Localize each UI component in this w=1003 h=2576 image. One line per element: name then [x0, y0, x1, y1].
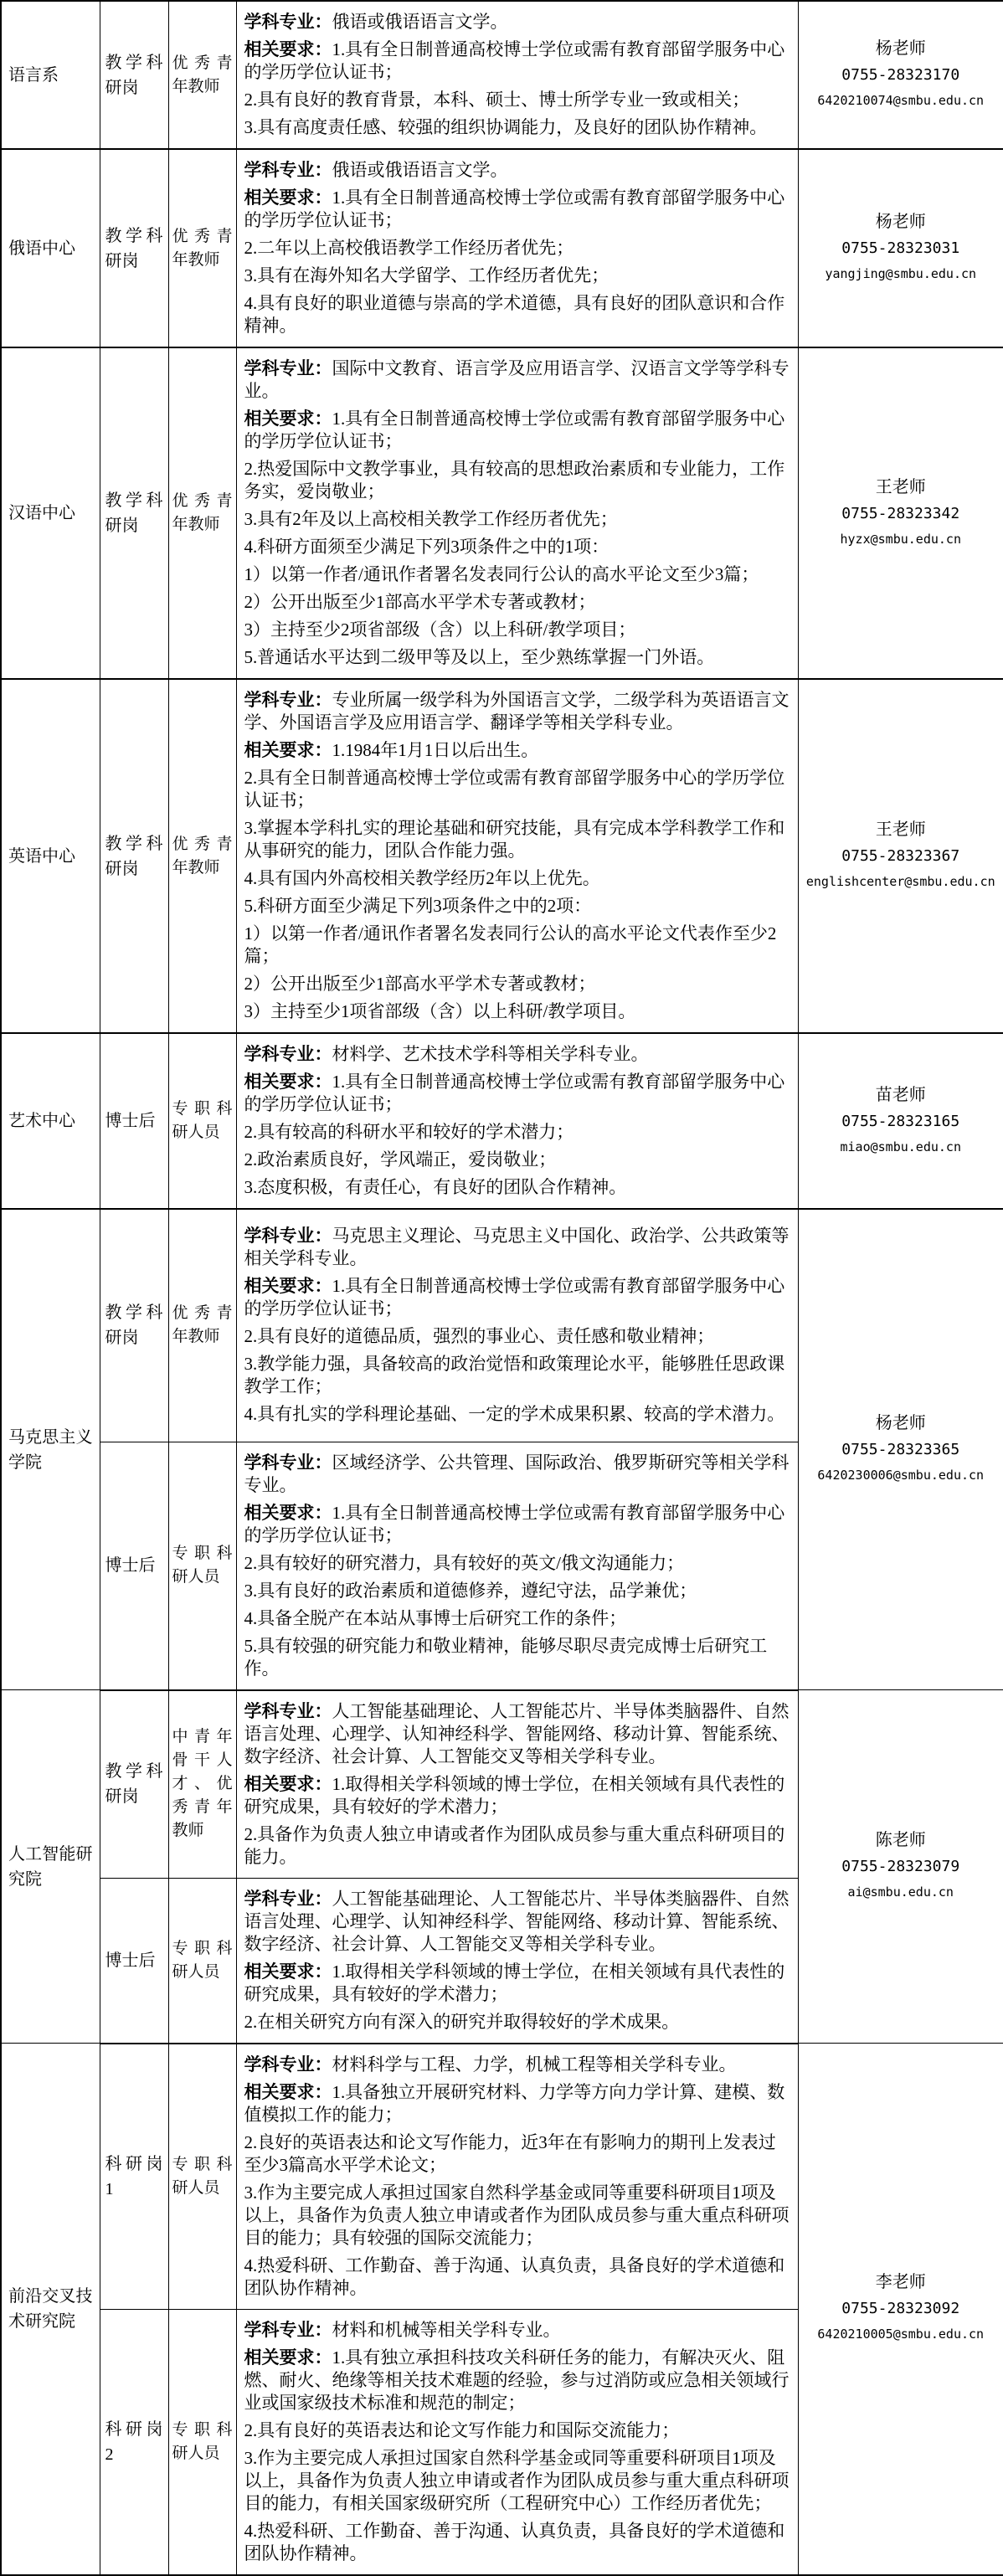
position-cell	[168, 1033, 236, 1209]
contact-email: miao@smbu.edu.cn	[840, 1139, 961, 1154]
requirement-text: 3.具有良好的政治素质和道德修养，遵纪守法，品学兼优；	[244, 1580, 697, 1601]
requirements-label: 相关要求：	[244, 1503, 332, 1523]
requirement-text: 2.具有较好的研究潜力，具有较好的英文/俄文沟通能力；	[244, 1552, 685, 1573]
requirement-item	[244, 116, 791, 139]
contact-cell	[798, 149, 1003, 347]
major-line	[244, 2054, 791, 2076]
requirements-cell	[236, 679, 798, 1033]
contact-email: 6420210074@smbu.edu.cn	[817, 93, 985, 108]
department-name: 英语中心	[8, 846, 75, 866]
department-name: 俄语中心	[8, 239, 75, 258]
requirement-text: 2.具备作为负责人独立申请或者作为团队成员参与重大重点科研项目的能力。	[244, 1823, 785, 1867]
requirement-item	[244, 619, 791, 641]
contact-email: 6420230006@smbu.edu.cn	[817, 1468, 985, 1483]
contact-cell	[798, 679, 1003, 1033]
requirements-cell	[236, 1, 798, 149]
major-label: 学科专业：	[244, 2054, 332, 2075]
requirement-text: 5.科研方面至少满足下列3项条件之中的2项：	[244, 896, 592, 916]
requirements-label: 相关要求：	[244, 1072, 332, 1092]
position-label: 专职科研人员	[172, 1545, 233, 1586]
contact-cell	[798, 1690, 1003, 2044]
requirement-item	[244, 2347, 791, 2414]
post-label: 教学科研岗	[105, 1762, 163, 1806]
requirements-label: 相关要求：	[244, 1774, 332, 1794]
table-row	[1, 1209, 1003, 1442]
post-cell	[100, 1442, 168, 1690]
post-cell	[100, 149, 168, 347]
recruitment-table-body	[1, 1, 1003, 2575]
post-label: 博士后	[105, 1556, 156, 1575]
major-value: 人工智能基础理论、人工智能芯片、半导体类脑器件、自然语言处理、心理学、认知神经科学、智能网络、移动计算、智能系统、数字经济、社会计算、人工智能交叉等相关学科专业。	[244, 1700, 790, 1766]
requirement-item	[244, 1580, 791, 1602]
contact-phone: 0755-28323092	[841, 2300, 960, 2318]
contact-cell	[798, 1033, 1003, 1209]
contact-email: ai@smbu.edu.cn	[847, 1884, 954, 1900]
requirement-text: 2.二年以上高校俄语教学工作经历者优先；	[244, 238, 574, 258]
requirement-item	[244, 265, 791, 287]
table-row	[1, 1, 1003, 149]
post-label: 教学科研岗	[105, 1303, 163, 1348]
requirement-text: 1）以第一作者/通讯作者署名发表同行公认的高水平论文至少3篇；	[244, 564, 759, 584]
major-line	[244, 1043, 791, 1066]
requirement-text: 3.作为主要完成人承担过国家自然科学基金或同等重要科研项目1项及以上，具备作为负责人独立申请或者作为团队成员参与重大重点科研项目的能力；具有较强的国际交流能力；	[244, 2182, 790, 2248]
contact-name: 陈老师	[875, 1831, 926, 1849]
contact-name: 王老师	[875, 477, 926, 496]
requirement-item	[244, 237, 791, 260]
requirement-item	[244, 1502, 791, 1547]
contact-phone: 0755-28323367	[841, 847, 960, 865]
major-value: 材料学、艺术技术学科等相关学科专业。	[332, 1044, 649, 1064]
requirement-text: 5.具有较强的研究能力和敬业精神，能够尽职尽责完成博士后研究工作。	[244, 1635, 768, 1679]
requirements-cell	[236, 1878, 798, 2044]
contact-phone: 0755-28323342	[841, 504, 960, 522]
requirement-text: 4.具有国内外高校相关教学经历2年以上优先。	[244, 868, 600, 888]
requirement-text: 1.取得相关学科领域的博士学位，在相关领域有具代表性的研究成果，具有较好的学术潜力；	[244, 1961, 785, 2004]
post-cell	[100, 1, 168, 149]
position-label: 优秀青年教师	[172, 492, 233, 533]
requirements-label: 相关要求：	[244, 2082, 332, 2102]
post-label: 教学科研岗	[105, 53, 163, 97]
table-row	[1, 2044, 1003, 2310]
requirement-item	[244, 817, 791, 862]
requirement-item	[244, 895, 791, 918]
major-value: 俄语或俄语语言文学。	[332, 160, 508, 180]
requirement-item	[244, 1121, 791, 1144]
requirement-text: 2.在相关研究方向有深入的研究并取得较好的学术成果。	[244, 2011, 680, 2032]
major-label: 学科专业：	[244, 1045, 332, 1064]
position-cell	[168, 1878, 236, 2044]
department-name: 前沿交叉技术研究院	[8, 2286, 93, 2331]
requirement-text: 2.具有全日制普通高校博士学位或需有教育部留学服务中心的学历学位认证书；	[244, 768, 785, 810]
requirement-item	[244, 292, 791, 337]
major-label: 学科专业：	[244, 1453, 332, 1473]
requirement-text: 4.具备全脱产在本站从事博士后研究工作的条件；	[244, 1607, 627, 1628]
requirements-cell	[236, 1033, 798, 1209]
major-line	[244, 11, 791, 33]
table-row	[1, 1690, 1003, 1879]
post-cell	[100, 2309, 168, 2575]
requirement-text: 3.具有在海外知名大学留学、工作经历者优先；	[244, 265, 610, 285]
requirement-item	[244, 1823, 791, 1869]
post-cell	[100, 2044, 168, 2310]
position-cell	[168, 679, 236, 1033]
department-name: 马克思主义学院	[8, 1427, 93, 1472]
position-label: 专职科研人员	[172, 2420, 233, 2462]
requirement-item	[244, 867, 791, 890]
requirements-cell	[236, 347, 798, 679]
requirement-text: 1.具有全日制普通高校博士学位或需有教育部留学服务中心的学历学位认证书；	[244, 1072, 785, 1114]
requirement-text: 1.具有独立承担科技攻关科研任务的能力，有解决灭火、阻燃、耐火、绝缘等相关技术难题的经验，参与过消防或应急相关领域行业或国家级技术标准和规范的制定；	[244, 2347, 790, 2413]
contact-name: 杨老师	[875, 39, 926, 58]
major-label: 学科专业：	[244, 1889, 332, 1909]
requirements-label: 相关要求：	[244, 2347, 332, 2368]
requirement-text: 5.普通话水平达到二级甲等及以上，至少熟练掌握一门外语。	[244, 647, 715, 667]
requirements-cell	[236, 2309, 798, 2575]
contact-phone: 0755-28323165	[841, 1112, 960, 1130]
requirement-item	[244, 767, 791, 812]
contact-email: hyzx@smbu.edu.cn	[840, 531, 961, 547]
requirement-item	[244, 187, 791, 232]
requirement-text: 4.热爱科研、工作勤奋、善于沟通、认真负责，具备良好的学术道德和团队协作精神。	[244, 2520, 785, 2563]
contact-name: 杨老师	[875, 213, 926, 231]
requirement-item	[244, 1176, 791, 1199]
major-line	[244, 357, 791, 403]
position-cell	[168, 1209, 236, 1442]
position-label: 优秀青年教师	[172, 54, 233, 95]
requirements-label: 相关要求：	[244, 1962, 332, 1982]
department-cell	[1, 149, 100, 347]
department-name: 艺术中心	[8, 1112, 75, 1130]
department-cell	[1, 1209, 100, 1690]
major-value: 国际中文教育、语言学及应用语言学、汉语言文学等学科专业。	[244, 358, 790, 401]
requirement-item	[244, 973, 791, 995]
requirement-item	[244, 2419, 791, 2442]
major-label: 学科专业：	[244, 161, 332, 180]
contact-email: englishcenter@smbu.edu.cn	[805, 874, 995, 889]
major-label: 学科专业：	[244, 2320, 332, 2340]
requirement-text: 2）公开出版至少1部高水平学术专著或教材；	[244, 592, 596, 612]
requirement-text: 3）主持至少2项省部级（含）以上科研/教学项目；	[244, 620, 636, 640]
requirement-item	[244, 89, 791, 111]
requirement-text: 1.取得相关学科领域的博士学位，在相关领域有具代表性的研究成果，具有较好的学术潜力；	[244, 1773, 785, 1817]
major-label: 学科专业：	[244, 13, 332, 32]
position-label: 专职科研人员	[172, 1100, 233, 1141]
requirement-text: 2.热爱国际中文教学事业，具有较高的思想政治素质和专业能力，工作务实，爱岗敬业；	[244, 459, 785, 501]
position-label: 专职科研人员	[172, 1939, 233, 1981]
requirement-item	[244, 2255, 791, 2300]
major-line	[244, 1225, 791, 1270]
contact-phone: 0755-28323031	[841, 239, 960, 257]
requirement-text: 2.具有较高的科研水平和较好的学术潜力；	[244, 1122, 574, 1142]
requirement-text: 3.教学能力强，具备较高的政治觉悟和政策理论水平，能够胜任思政课教学工作；	[244, 1354, 785, 1397]
table-row	[1, 347, 1003, 679]
department-cell	[1, 1033, 100, 1209]
department-name: 语言系	[8, 65, 59, 85]
requirement-item	[244, 39, 791, 84]
requirement-item	[244, 2131, 791, 2177]
contact-cell	[798, 347, 1003, 679]
requirement-text: 4.具有扎实的学科理论基础、一定的学术成果积累、较高的学术潜力。	[244, 1404, 785, 1425]
post-cell	[100, 1209, 168, 1442]
requirement-text: 2.政治素质良好，学风端正，爱岗敬业；	[244, 1149, 557, 1170]
requirement-text: 4.科研方面须至少满足下列3项条件之中的1项：	[244, 537, 610, 557]
requirement-text: 3.具有高度责任感、较强的组织协调能力，及良好的团队协作精神。	[244, 117, 768, 137]
post-label: 博士后	[105, 1112, 156, 1130]
contact-email: 6420210005@smbu.edu.cn	[817, 2327, 985, 2342]
requirements-label: 相关要求：	[244, 40, 332, 59]
position-cell	[168, 2044, 236, 2310]
requirement-text: 1.1984年1月1日以后出生。	[332, 740, 539, 760]
post-cell	[100, 347, 168, 679]
contact-phone: 0755-28323170	[841, 66, 960, 84]
requirement-item	[244, 2081, 791, 2126]
major-label: 学科专业：	[244, 1226, 332, 1247]
major-value: 材料科学与工程、力学，机械工程等相关学科专业。	[332, 2054, 737, 2075]
requirement-item	[244, 2520, 791, 2565]
contact-phone: 0755-28323079	[841, 1858, 960, 1875]
contact-cell	[798, 1, 1003, 149]
contact-name: 李老师	[875, 2273, 926, 2292]
major-line	[244, 2319, 791, 2342]
contact-email: yangjing@smbu.edu.cn	[825, 266, 977, 281]
requirement-item	[244, 2182, 791, 2250]
requirement-text: 3.作为主要完成人承担过国家自然科学基金或同等重要科研项目1项及以上，具备作为负责人独立申请或者作为团队成员参与重大重点科研项目的能力，有相关国家级研究所（工程研究中心）工作经历者优先；	[244, 2447, 790, 2513]
requirements-label: 相关要求：	[244, 409, 332, 429]
requirement-item	[244, 563, 791, 586]
major-label: 学科专业：	[244, 691, 332, 710]
requirement-item	[244, 1961, 791, 2006]
department-cell	[1, 347, 100, 679]
major-label: 学科专业：	[244, 359, 332, 378]
post-label: 博士后	[105, 1951, 156, 1970]
contact-cell	[798, 1209, 1003, 1690]
post-label: 科研岗2	[105, 2419, 163, 2464]
post-label: 教学科研岗	[105, 491, 163, 535]
requirement-item	[244, 923, 791, 968]
position-cell	[168, 1442, 236, 1690]
contact-phone: 0755-28323365	[841, 1441, 960, 1458]
requirement-item	[244, 2447, 791, 2515]
requirements-cell	[236, 1690, 798, 1879]
requirement-text: 3）主持至少1项省部级（含）以上科研/教学项目。	[244, 1001, 636, 1021]
requirement-item	[244, 739, 791, 762]
requirement-text: 1.具有全日制普通高校博士学位或需有教育部留学服务中心的学历学位认证书；	[244, 409, 785, 451]
major-value: 人工智能基础理论、人工智能芯片、半导体类脑器件、自然语言处理、心理学、认知神经科学、智能网络、移动计算、智能系统、数字经济、社会计算、人工智能交叉等相关学科专业。	[244, 1888, 790, 1954]
requirement-item	[244, 1000, 791, 1023]
department-cell	[1, 1, 100, 149]
requirement-text: 1.具备独立开展研究材料、力学等方向力学计算、建模、数值模拟工作的能力；	[244, 2081, 785, 2125]
position-cell	[168, 1690, 236, 1879]
requirement-text: 1.具有全日制普通高校博士学位或需有教育部留学服务中心的学历学位认证书；	[244, 1276, 785, 1319]
major-value: 专业所属一级学科为外国语言文学，二级学科为英语语言文学、外国语言学及应用语言学、翻译学等相关学科专业。	[244, 690, 790, 733]
requirement-text: 2.良好的英语表达和论文写作能力，近3年在有影响力的期刊上发表过至少3篇高水平学术论文；	[244, 2131, 776, 2175]
post-label: 教学科研岗	[105, 226, 163, 270]
department-name: 汉语中心	[8, 504, 75, 522]
requirements-label: 相关要求：	[244, 1277, 332, 1297]
post-cell	[100, 679, 168, 1033]
table-row	[1, 149, 1003, 347]
post-cell	[100, 1690, 168, 1879]
requirement-item	[244, 591, 791, 614]
requirement-item	[244, 1773, 791, 1818]
major-value: 区域经济学、公共管理、国际政治、俄罗斯研究等相关学科专业。	[244, 1452, 790, 1495]
requirement-text: 3.具有2年及以上高校相关教学工作经历者优先；	[244, 509, 618, 529]
table-row	[1, 1033, 1003, 1209]
major-value: 材料和机械等相关学科专业。	[332, 2319, 561, 2340]
major-line	[244, 1700, 791, 1768]
requirements-cell	[236, 2044, 798, 2310]
requirement-text: 1.具有全日制普通高校博士学位或需有教育部留学服务中心的学历学位认证书；	[244, 188, 785, 230]
requirements-label: 相关要求：	[244, 188, 332, 208]
requirement-item	[244, 1403, 791, 1426]
post-cell	[100, 1033, 168, 1209]
major-label: 学科专业：	[244, 1701, 332, 1721]
requirement-item	[244, 1149, 791, 1171]
requirement-item	[244, 458, 791, 503]
requirement-item	[244, 1353, 791, 1398]
requirements-label: 相关要求：	[244, 741, 332, 760]
department-cell	[1, 679, 100, 1033]
requirement-text: 3.掌握本学科扎实的理论基础和研究技能，具有完成本学科教学工作和从事研究的能力，团队合作能力强。	[244, 818, 785, 861]
major-line	[244, 159, 791, 182]
contact-name: 杨老师	[875, 1414, 926, 1432]
major-line	[244, 1452, 791, 1497]
requirement-text: 1.具有全日制普通高校博士学位或需有教育部留学服务中心的学历学位认证书；	[244, 1502, 785, 1545]
requirements-cell	[236, 149, 798, 347]
post-cell	[100, 1878, 168, 2044]
post-label: 教学科研岗	[105, 834, 163, 878]
requirement-item	[244, 1635, 791, 1680]
requirement-item	[244, 508, 791, 531]
requirement-item	[244, 536, 791, 558]
requirement-text: 3.态度积极，有责任心，有良好的团队合作精神。	[244, 1177, 627, 1197]
major-line	[244, 1888, 791, 1956]
requirement-text: 2.具有良好的道德品质，强烈的事业心、责任感和敬业精神；	[244, 1326, 715, 1347]
post-label: 科研岗1	[105, 2154, 163, 2198]
position-cell	[168, 149, 236, 347]
contact-cell	[798, 2044, 1003, 2575]
position-cell	[168, 1, 236, 149]
requirement-item	[244, 1552, 791, 1575]
requirement-item	[244, 1325, 791, 1348]
position-label: 优秀青年教师	[172, 835, 233, 877]
requirement-item	[244, 1275, 791, 1320]
department-cell	[1, 1690, 100, 2044]
requirement-item	[244, 2011, 791, 2034]
requirement-item	[244, 646, 791, 669]
position-label: 中青年骨干人才、优秀青年教师	[172, 1728, 233, 1839]
department-cell	[1, 2044, 100, 2575]
requirement-item	[244, 1607, 791, 1630]
requirement-item	[244, 408, 791, 453]
position-cell	[168, 347, 236, 679]
requirement-text: 2.具有良好的教育背景，本科、硕士、博士所学专业一致或相关；	[244, 90, 750, 110]
position-label: 专职科研人员	[172, 2155, 233, 2197]
major-value: 俄语或俄语语言文学。	[332, 12, 508, 32]
major-value: 马克思主义理论、马克思主义中国化、政治学、公共政策等相关学科专业。	[244, 1226, 790, 1269]
requirement-item	[244, 1071, 791, 1116]
requirement-text: 1.具有全日制普通高校博士学位或需有教育部留学服务中心的学历学位认证书；	[244, 39, 785, 82]
contact-name: 苗老师	[875, 1085, 926, 1104]
department-name: 人工智能研究院	[8, 1844, 93, 1889]
requirement-text: 2）公开出版至少1部高水平学术专著或教材；	[244, 974, 596, 994]
requirement-text: 4.具有良好的职业道德与崇高的学术道德，具有良好的团队意识和合作精神。	[244, 293, 785, 336]
major-line	[244, 689, 791, 734]
requirement-text: 1）以第一作者/通讯作者署名发表同行公认的高水平论文代表作至少2篇；	[244, 923, 777, 966]
requirements-cell	[236, 1442, 798, 1690]
requirement-text: 2.具有良好的英语表达和论文写作能力和国际交流能力；	[244, 2419, 680, 2440]
position-label: 优秀青年教师	[172, 227, 233, 269]
contact-name: 王老师	[875, 820, 926, 839]
requirement-text: 4.热爱科研、工作勤奋、善于沟通、认真负责，具备良好的学术道德和团队协作精神。	[244, 2255, 785, 2298]
requirements-cell	[236, 1209, 798, 1442]
table-row	[1, 679, 1003, 1033]
position-cell	[168, 2309, 236, 2575]
position-label: 优秀青年教师	[172, 1304, 233, 1346]
